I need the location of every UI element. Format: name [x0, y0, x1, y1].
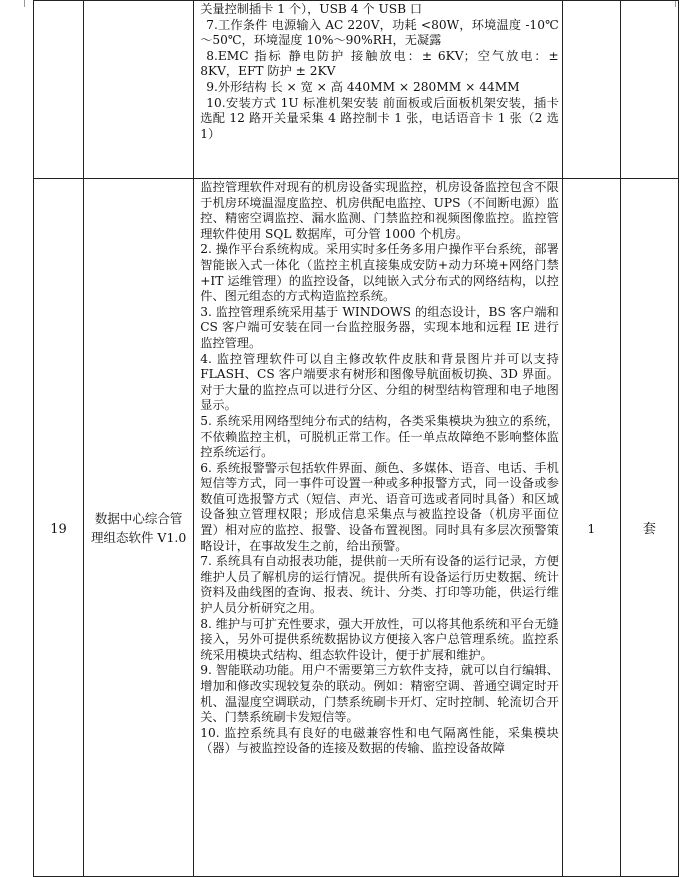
- item-name: 数据中心综合管理组态软件 V1.0: [90, 510, 187, 545]
- desc-paragraph: 10. 监控系统具有良好的电磁兼容性和电气隔离性能，采集模块（器）与被监控设备的连接及数据的传输、监控设备故障: [200, 725, 559, 756]
- item-quantity: 1: [587, 521, 596, 536]
- desc-line: 关量控制插卡 1 个），USB 4 个 USB 口: [200, 2, 423, 16]
- desc-line: 7.工作条件 电源输入 AC 220V，功耗 <80W，环境温度 -10℃～50℃，环境湿度 10%～90%RH，无凝露: [200, 17, 559, 48]
- spec-table: [33, 0, 679, 877]
- cell-description: [194, 179, 563, 877]
- cell-quantity: [562, 179, 620, 877]
- item-unit: 套: [642, 522, 656, 537]
- cell-quantity: [562, 1, 620, 179]
- desc-paragraph: 6. 系统报警警示包括软件界面、颜色、多媒体、语音、电话、手机短信等方式，同一事件可设置一种或多种报警方式，同一设备或参数值可选报警方式（短信、声光、语音可选或者同时具备）和区域设备独立管理权限；形成信息采集点与被监控设备（机房平面位置）相对应的监控、报警、设备布置视图。同时具有多层次预警策略设计，在事故发生之前，给出预警。: [200, 460, 559, 553]
- desc-paragraph: 8. 维护与可扩充性要求，强大开放性，可以将其他系统和平台无缝接入，另外可提供系统数据协议方便接入客户总管理系统。监控系统采用模块式结构、组态软件设计，便于扩展和维护。: [200, 616, 559, 662]
- table-row-previous: [34, 1, 679, 179]
- desc-paragraph: 2. 操作平台系统构成。采用实时多任务多用户操作平台系统，部署智能嵌入式一体化（监控主机直接集成安防+动力环境+网络门禁+IT 运维管理）的监控设备，以纯嵌入式分布式的网络结构，以控件、图元组态的方式构造监控系统。: [200, 242, 559, 304]
- desc-paragraph: 3. 监控管理系统采用基于 WINDOWS 的组态设计，BS 客户端和 CS 客户端可安装在同一台监控服务器，实现本地和远程 IE 进行监控管理。: [200, 304, 559, 350]
- cell-number: [34, 179, 84, 877]
- cell-unit: [620, 1, 678, 179]
- cell-description: [194, 1, 563, 179]
- desc-paragraph: 7. 系统具有自动报表功能，提供前一天所有设备的运行记录，方便维护人员了解机房的运行情况。提供所有设备运行历史数据、统计资料及曲线图的查询、报表、统计、分类、打印等功能，供运行维护人员分析研究之用。: [200, 554, 559, 616]
- desc-paragraph: 4. 监控管理软件可以自主修改软件皮肤和背景图片并可以支持 FLASH、CS 客户端要求有树形和图像导航面板切换、3D 界面。对于大量的监控点可以进行分区、分组的树型结构管理和电子地图显示。: [200, 351, 559, 413]
- item-number: 19: [50, 522, 67, 537]
- desc-paragraph: 5. 系统采用网络型纯分布式的结构，各类采集模块为独立的系统，不依赖监控主机，可脱机正常工作。任一单点故障绝不影响整体监控系统运行。: [200, 413, 559, 460]
- cell-name: [84, 179, 194, 877]
- cell-name: [84, 1, 194, 179]
- crop-mark-left: [18, 0, 25, 7]
- desc-line: 10.安装方式 1U 标准机架安装 前面板或后面板机架安装，插卡选配 12 路开关量采集 4 路控制卡 1 张，电话语音卡 1 张（2 选 1）: [200, 95, 559, 141]
- desc-line: 9.外形结构 长 × 宽 × 高 440MM × 280MM × 44MM: [206, 79, 520, 94]
- cell-unit: [620, 179, 678, 877]
- table-row-19: [34, 179, 679, 877]
- desc-line: 8.EMC 指标 静电防护 接触放电：± 6KV；空气放电：± 8KV，EFT 防护 ± 2KV: [200, 48, 559, 79]
- cell-number: [34, 1, 84, 179]
- desc-paragraph: 9. 智能联动功能。用户不需要第三方软件支持，就可以自行编辑、增加和修改实现较复杂的联动。例如：精密空调、普通空调定时开机、温湿度空调联动，门禁系统刷卡开灯、定时控制、轮流切合开关、门禁系统刷卡发短信等。: [200, 663, 559, 725]
- desc-paragraph: 监控管理软件对现有的机房设备实现监控，机房设备监控包含不限于机房环境温湿度监控、机房供配电监控、UPS（不间断电源）监控、精密空调监控、漏水监测、门禁监控和视频图像监控。监控管理软件使用 SQL 数据库，可分管 1000 个机房。: [200, 180, 559, 241]
